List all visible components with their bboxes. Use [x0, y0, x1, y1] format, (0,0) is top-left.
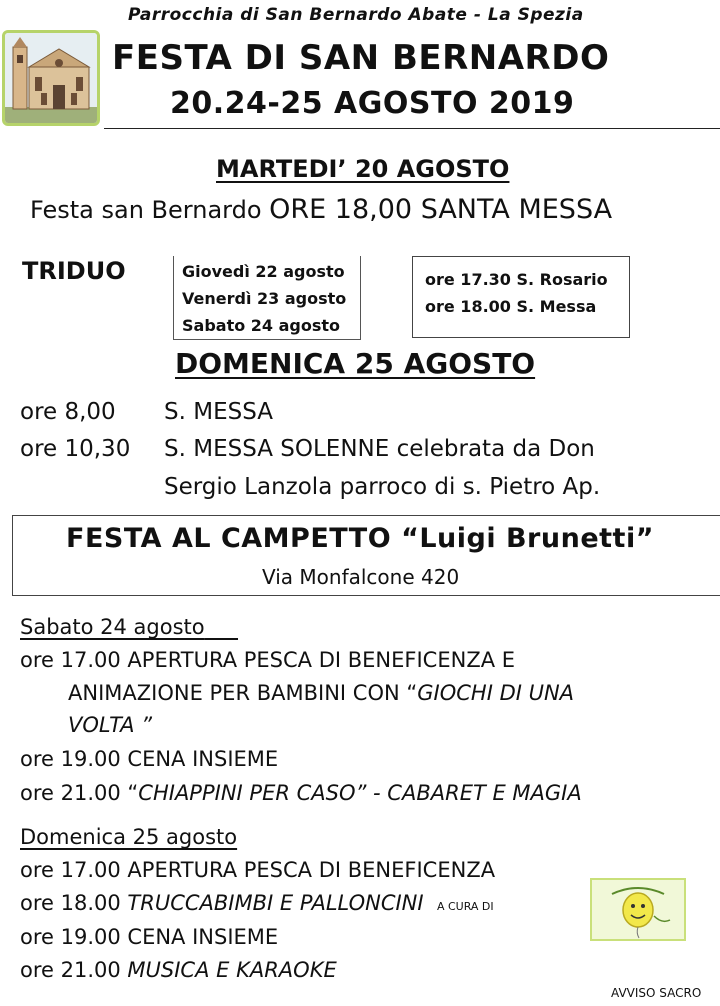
- mass-text: S. MESSA SOLENNE celebrata da Don: [164, 436, 595, 462]
- event-line-italic: GIOCHI DI UNA: [417, 681, 575, 705]
- event-line: [20, 958, 337, 982]
- mass-time: ore 8,00: [20, 399, 116, 425]
- footer-notice: AVVISO SACRO: [611, 986, 702, 1000]
- event-line: [20, 891, 494, 915]
- event-line: [68, 681, 574, 705]
- triduo-days-box: [173, 256, 361, 340]
- a-cura-di-label: A CURA DI: [436, 900, 494, 913]
- balloon-logo-icon: [590, 878, 686, 941]
- triduo-day: Giovedì 22 agosto: [182, 262, 345, 281]
- parish-name: Parrocchia di San Bernardo Abate - La Spezia: [128, 5, 584, 25]
- event-line: ore 17.00 APERTURA PESCA DI BENEFICENZA E: [20, 648, 516, 672]
- event-line: [20, 781, 582, 805]
- event-line-part: ore 21.00 “: [20, 781, 139, 805]
- event-line: ore 17.00 APERTURA PESCA DI BENEFICENZA: [20, 858, 496, 882]
- campetto-title: FESTA AL CAMPETTO “Luigi Brunetti”: [66, 523, 654, 554]
- event-title: FESTA DI SAN BERNARDO: [112, 38, 610, 78]
- event-line-part: ore 21.00: [20, 958, 128, 982]
- triduo-times-box: [412, 256, 630, 338]
- event-line-part: ANIMAZIONE PER BAMBINI CON “: [68, 681, 418, 705]
- tuesday-line: [30, 194, 612, 225]
- triduo-time: ore 18.00 S. Messa: [425, 297, 597, 316]
- mass-text-continued: Sergio Lanzola parroco di s. Pietro Ap.: [164, 474, 601, 500]
- mass-text: S. MESSA: [164, 399, 273, 425]
- event-line: ore 19.00 CENA INSIEME: [20, 925, 279, 949]
- tuesday-heading: MARTEDI’ 20 AGOSTO: [216, 155, 510, 183]
- event-line-italic: TRUCCABIMBI E PALLONCINI: [127, 891, 424, 915]
- triduo-label: TRIDUO: [22, 257, 126, 285]
- campetto-address: Via Monfalcone 420: [262, 565, 460, 589]
- triduo-day: Sabato 24 agosto: [182, 316, 341, 335]
- mass-time: ore 10,30: [20, 436, 131, 462]
- header-divider: [104, 128, 720, 129]
- event-line-part: ore 18.00: [20, 891, 128, 915]
- sunday-heading: DOMENICA 25 AGOSTO: [175, 347, 536, 380]
- tuesday-line-b: ORE 18,00 SANTA MESSA: [269, 194, 613, 225]
- event-dates: 20.24-25 AGOSTO 2019: [170, 86, 575, 121]
- triduo-day: Venerdì 23 agosto: [182, 289, 347, 308]
- event-line-italic: CHIAPPINI PER CASO” - CABARET E MAGIA: [138, 781, 582, 805]
- event-line: [68, 713, 152, 737]
- triduo-time: ore 17.30 S. Rosario: [425, 270, 608, 289]
- event-line-italic: MUSICA E KARAOKE: [127, 958, 337, 982]
- saturday-heading: [20, 615, 238, 639]
- event-line: ore 19.00 CENA INSIEME: [20, 747, 279, 771]
- event-line-italic: VOLTA ”: [68, 713, 152, 737]
- sunday-events-heading: Domenica 25 agosto: [20, 825, 238, 849]
- tuesday-line-a: Festa san Bernardo: [30, 196, 270, 224]
- church-image-icon: [2, 30, 100, 126]
- saturday-heading-text: Sabato 24 agosto: [20, 615, 205, 639]
